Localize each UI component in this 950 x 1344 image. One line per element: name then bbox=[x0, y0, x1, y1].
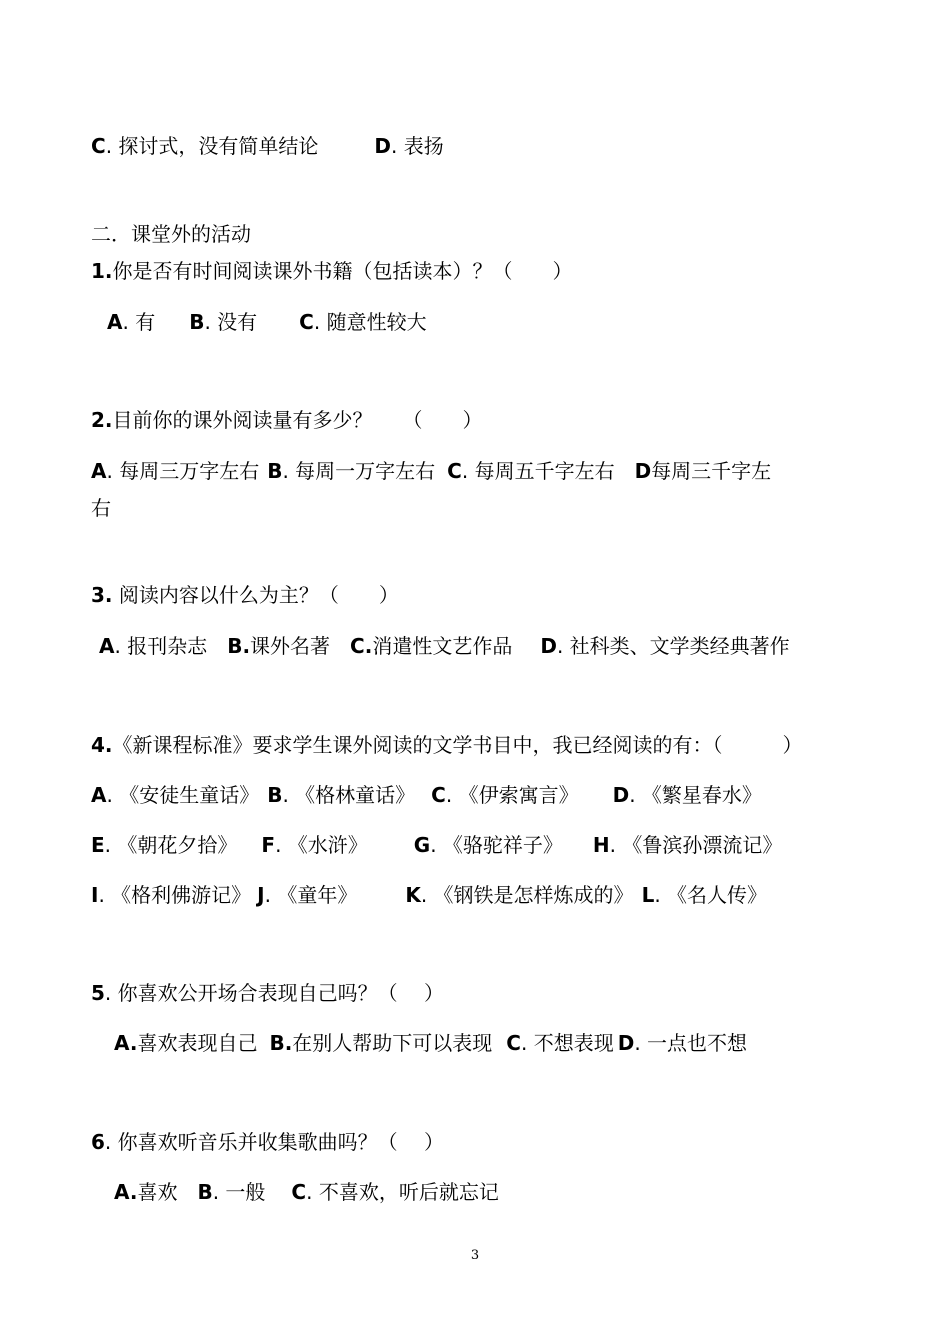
option-letter: D bbox=[612, 783, 630, 807]
option-text: . 《钢铁是怎样炼成的》 bbox=[420, 883, 634, 907]
option-text: . 不想表现 bbox=[520, 1031, 614, 1055]
option-text: . 《鲁滨孙漂流记》 bbox=[609, 833, 783, 857]
option-text: . 一般 bbox=[212, 1180, 266, 1204]
option-letter: H bbox=[592, 833, 610, 857]
option-letter: C bbox=[447, 459, 462, 483]
option-letter: C bbox=[91, 134, 106, 158]
option-text: . 表扬 bbox=[391, 134, 444, 158]
page-number: 3 bbox=[470, 1248, 480, 1263]
option-letter: C bbox=[291, 1180, 307, 1204]
option-text: . 每周一万字左右 bbox=[282, 459, 436, 483]
option-text: . 《水浒》 bbox=[275, 833, 368, 857]
question-5 bbox=[91, 979, 444, 1007]
option-letter: C bbox=[506, 1031, 521, 1055]
question-number: 6 bbox=[91, 1130, 105, 1154]
question-4-options-row-2 bbox=[91, 831, 782, 859]
option-letter: F bbox=[261, 833, 276, 857]
option-letter: J bbox=[257, 883, 265, 907]
prev-question-options bbox=[91, 132, 444, 160]
option-text: . 《繁星春水》 bbox=[629, 783, 762, 807]
option-text: . 《骆驼祥子》 bbox=[430, 833, 563, 857]
question-number: 3. bbox=[91, 583, 113, 607]
option-text: 每周三千字左 bbox=[651, 459, 772, 483]
option-text: . 《格林童话》 bbox=[282, 783, 416, 807]
option-text: . 《安徒生童话》 bbox=[106, 783, 260, 807]
question-2 bbox=[91, 406, 483, 434]
option-letter: A bbox=[91, 783, 107, 807]
option-letter: C. bbox=[350, 634, 373, 658]
option-letter: A bbox=[99, 634, 115, 658]
question-text: 目前你的课外阅读量有多少？ （ ） bbox=[112, 408, 483, 432]
option-letter: B. bbox=[227, 634, 251, 658]
question-1 bbox=[91, 257, 573, 285]
option-text: . 《格利佛游记》 bbox=[98, 883, 252, 907]
question-6-options bbox=[114, 1178, 499, 1206]
option-letter: A. bbox=[114, 1180, 138, 1204]
option-letter: C bbox=[431, 783, 446, 807]
option-text: . 每周五千字左右 bbox=[461, 459, 615, 483]
option-letter: I bbox=[91, 883, 99, 907]
option-letter: B bbox=[197, 1180, 213, 1204]
option-letter: A bbox=[91, 459, 107, 483]
question-text: . 你喜欢听音乐并收集歌曲吗？（ ） bbox=[104, 1130, 444, 1154]
option-letter: D bbox=[540, 634, 557, 658]
option-text: 喜欢 bbox=[137, 1180, 178, 1204]
option-text: . 《伊索寓言》 bbox=[445, 783, 579, 807]
option-text: . 每周三万字左右 bbox=[106, 459, 260, 483]
option-letter: L bbox=[641, 883, 655, 907]
option-text: . 一点也不想 bbox=[634, 1031, 748, 1055]
option-text: 消遣性文艺作品 bbox=[372, 634, 513, 658]
option-letter: A. bbox=[114, 1031, 138, 1055]
option-text: 喜欢表现自己 bbox=[137, 1031, 258, 1055]
option-text: . 探讨式，没有简单结论 bbox=[105, 134, 319, 158]
option-text: . 不喜欢，听后就忘记 bbox=[306, 1180, 499, 1204]
question-text: 你是否有时间阅读课外书籍（包括读本）？（ ） bbox=[112, 259, 573, 283]
question-6 bbox=[91, 1128, 444, 1156]
option-letter: B bbox=[267, 459, 283, 483]
option-text: . 社科类、文学类经典著作 bbox=[556, 634, 790, 658]
option-letter: E bbox=[91, 833, 105, 857]
option-text: . 报刊杂志 bbox=[114, 634, 208, 658]
option-letter: C bbox=[299, 310, 314, 334]
option-letter: B bbox=[189, 310, 205, 334]
question-number: 1. bbox=[91, 259, 113, 283]
question-number: 5 bbox=[91, 981, 105, 1005]
question-text: . 你喜欢公开场合表现自己吗？（ ） bbox=[104, 981, 444, 1005]
question-4-options-row-3 bbox=[91, 881, 767, 909]
option-text: 在别人帮助下可以表现 bbox=[292, 1031, 493, 1055]
option-letter: D bbox=[634, 459, 652, 483]
option-text: . 没有 bbox=[204, 310, 258, 334]
option-text: . 《童年》 bbox=[264, 883, 358, 907]
question-text: 《新课程标准》要求学生课外阅读的文学书目中，我已经阅读的有：（ ） bbox=[112, 733, 803, 757]
question-4-options-row-1 bbox=[91, 781, 762, 809]
question-number: 2. bbox=[91, 408, 113, 432]
option-letter: B bbox=[267, 783, 283, 807]
question-4 bbox=[91, 731, 803, 759]
question-text: 阅读内容以什么为主？（ ） bbox=[112, 583, 399, 607]
option-letter: K bbox=[405, 883, 421, 907]
option-letter: D bbox=[374, 134, 392, 158]
option-text: . 有 bbox=[122, 310, 156, 334]
option-letter: D bbox=[617, 1031, 635, 1055]
option-letter: G bbox=[413, 833, 431, 857]
question-3-options bbox=[99, 632, 790, 660]
option-text: . 《名人传》 bbox=[654, 883, 768, 907]
option-letter: A bbox=[107, 310, 123, 334]
question-number: 4. bbox=[91, 733, 113, 757]
section-heading: 二．课堂外的活动 bbox=[91, 222, 251, 246]
option-text: . 《朝花夕拾》 bbox=[104, 833, 238, 857]
question-5-options bbox=[114, 1029, 747, 1057]
question-2-options-wrap: 右 bbox=[91, 496, 111, 520]
question-1-options bbox=[107, 308, 427, 336]
option-text: 课外名著 bbox=[250, 634, 331, 658]
question-2-options bbox=[91, 457, 771, 485]
question-3 bbox=[91, 581, 399, 609]
option-letter: B. bbox=[269, 1031, 293, 1055]
option-text: . 随意性较大 bbox=[313, 310, 427, 334]
